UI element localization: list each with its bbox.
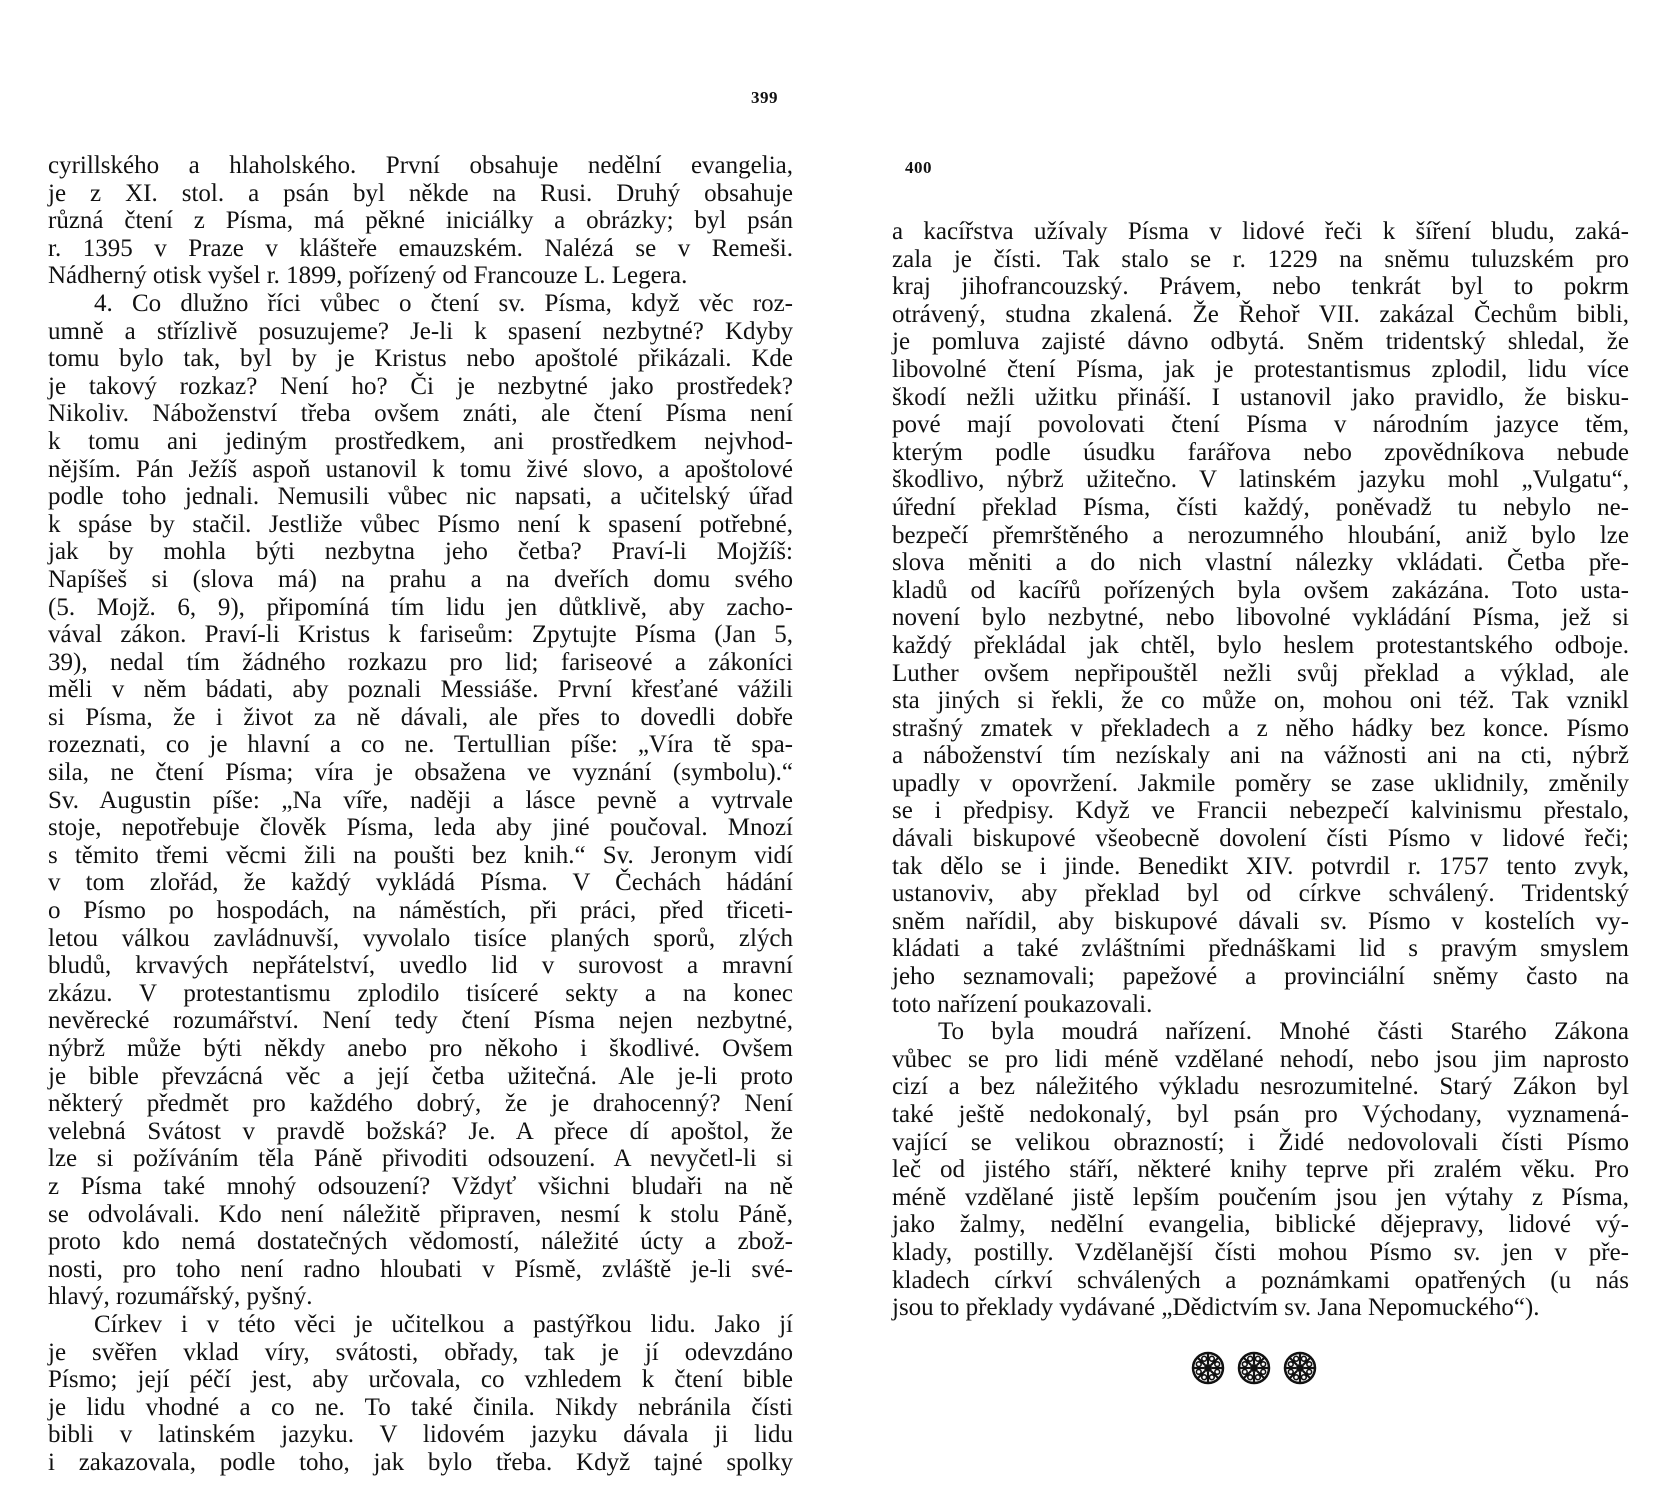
text-line: Nikoliv. Náboženství třeba ovšem znáti, ale čtení Písma není xyxy=(48,400,793,428)
text-line: s těmito třemi věcmi žili na poušti bez knih.“ Sv. Jeronym vidí xyxy=(48,841,793,869)
text-line: Luther ovšem nepřipouštěl nežli svůj překlad a výklad, ale xyxy=(892,659,1629,687)
text-line: bibli v latinském jazyku. V lidovém jazyku dávala ji lidu xyxy=(48,1421,793,1449)
text-line: Písmo; její péčí jest, aby určovala, co vzhledem k čtení bible xyxy=(48,1366,793,1394)
page-number: 400 xyxy=(905,158,932,177)
text-line: k spáse by stačil. Jestliže vůbec Písmo není k spasení potřebné, xyxy=(48,510,793,538)
text-line: je lidu vhodné a co ne. To také činila. Nikdy nebránila čísti xyxy=(48,1393,793,1421)
text-line: lze si požíváním těla Páně přivoditi odsouzení. A nevyčetl-li si xyxy=(48,1145,793,1173)
text-line: strašný zmatek v překladech a z něho hádky bez konce. Písmo xyxy=(892,714,1629,742)
text-line: rozeznati, co je hlavní a co ne. Tertullian píše: „Víra tě spa- xyxy=(48,731,793,759)
left-page-text xyxy=(48,152,793,1477)
text-line: kladech církví schválených a poznámkami opatřených (u nás xyxy=(892,1266,1629,1294)
text-line: cizí a bez náležitého výkladu nesrozumitelné. Starý Zákon byl xyxy=(892,1073,1629,1101)
text-line: hlavý, rozumářský, pyšný. xyxy=(48,1283,313,1311)
text-line: je takový rozkaz? Není ho? Či je nezbytné jako prostředek? xyxy=(48,372,793,400)
text-line: kterým podle úsudku farářova nebo zpovědníkova nebude xyxy=(892,438,1629,466)
text-line: zkázu. V protestantismu zplodilo tisíceré sekty a na konec xyxy=(48,979,793,1007)
text-line: cyrillského a hlaholského. První obsahuje nedělní evangelia, xyxy=(48,152,793,179)
text-line: Církev i v této věci je učitelkou a pastýřkou lidu. Jako jí xyxy=(94,1310,793,1338)
text-line: velebná Svátost v pravdě božská? Je. A přece dí apoštol, že xyxy=(48,1117,793,1145)
text-line: je pomluva zajisté dávno odbytá. Sněm tridentský shledal, že xyxy=(892,328,1629,356)
text-line: bezpečí přemrštěného a nerozumného hloubání, aniž bylo lze xyxy=(892,521,1629,549)
text-line: jako žalmy, nedělní evangelia, biblické dějepravy, lidové vý- xyxy=(892,1211,1629,1239)
text-line: méně vzdělané jistě lepším poučením jsou jen výtahy z Písma, xyxy=(892,1183,1629,1211)
right-page-text xyxy=(892,218,1629,1322)
text-line: se i předpisy. Když ve Francii nebezpečí kalvinismu přestalo, xyxy=(892,797,1629,825)
rosette-ornament-icon xyxy=(1236,1350,1272,1386)
text-line: nosti, pro toho není radno hloubati v Písmě, zvláště je-li své- xyxy=(48,1255,793,1283)
text-line: jsou to překlady vydávané „Dědictvím sv. Jana Nepomuckého“). xyxy=(892,1294,1540,1322)
text-line: nějším. Pán Ježíš aspoň ustanovil k tomu živé slovo, a apoštolové xyxy=(48,455,793,483)
text-line: vával zákon. Praví-li Kristus k fariseům: Zpytujte Písma (Jan 5, xyxy=(48,621,793,649)
text-line: některý předmět pro každého dobrý, že je drahocenný? Není xyxy=(48,1090,793,1118)
text-line: bludů, krvavých nepřátelství, uvedlo lid v surovost a mravní xyxy=(48,952,793,980)
left-page xyxy=(48,0,793,1500)
text-line: dávali biskupové všeobecně dovolení čísti Písmo v lidové řeči; xyxy=(892,825,1629,853)
text-line: škodlivo, nýbrž užitečno. V latinském jazyku mohl „Vulgatu“, xyxy=(892,466,1629,494)
text-line: je svěřen vklad víry, svátosti, obřady, tak je jí odevzdáno xyxy=(48,1338,793,1366)
text-line: si Písma, že i život za ně dávali, ale přes to dovedli dobře xyxy=(48,703,793,731)
text-line: libovolné čtení Písma, jak je protestantismus zplodil, lidu více xyxy=(892,355,1629,383)
text-line: 4. Co dlužno říci vůbec o čtení sv. Písma, když věc roz- xyxy=(94,289,793,317)
text-line: leč od jistého stáří, některé knihy teprve při zralém věku. Pro xyxy=(892,1156,1629,1184)
text-line: je z XI. stol. a psán byl někde na Rusi. Druhý obsahuje xyxy=(48,179,793,207)
text-line: slova měniti a do nich vlastní nálezky vkládati. Četba pře- xyxy=(892,549,1629,577)
text-line: k tomu ani jediným prostředkem, ani prostředkem nejvhod- xyxy=(48,427,793,455)
text-line: je bible převzácná věc a její četba užitečná. Ale je-li proto xyxy=(48,1062,793,1090)
text-line: nevěrecké rozumářství. Není tedy čtení Písma nejen nezbytné, xyxy=(48,1007,793,1035)
text-line: úřední překlad Písma, čísti každý, poněvadž tu nebylo ne- xyxy=(892,493,1629,521)
text-line: Sv. Augustin píše: „Na víře, naději a lásce pevně a vytrvale xyxy=(48,786,793,814)
text-line: také ještě nedokonalý, byl psán pro Východany, vyznamená- xyxy=(892,1101,1629,1128)
text-line: škodí nežli užitku přináší. I ustanovil jako pravidlo, že bisku- xyxy=(892,383,1629,411)
text-line: podle toho jednali. Nemusili vůbec nic napsati, a učitelský úřad xyxy=(48,483,793,511)
text-line: měli v něm bádati, aby poznali Messiáše. První křesťané vážili xyxy=(48,676,793,704)
text-line: jak by mohla býti nezbytna jeho četba? Praví-li Mojžíš: xyxy=(48,538,793,566)
text-line: se odvolávali. Kdo není náležitě připraven, nesmí k stolu Páně, xyxy=(48,1200,793,1228)
rosette-ornament-icon xyxy=(1190,1350,1226,1386)
text-line: v tom zlořád, že každý vykládá Písma. V Čechách hádání xyxy=(48,869,793,897)
text-line: jeho seznamovali; papežové a provinciální sněmy často na xyxy=(892,963,1629,991)
page-number: 399 xyxy=(751,88,778,107)
text-line: kraj jihofrancouzský. Právem, nebo tenkrát byl to pokrm xyxy=(892,273,1629,301)
text-line: o Písmo po hospodách, na náměstích, při práci, před třiceti- xyxy=(48,897,793,925)
text-line: kládati a také zvláštními přednáškami lid s pravým smyslem xyxy=(892,935,1629,963)
text-line: letou válkou zavládnuvší, vyvolalo tisíce planých sporů, zlých xyxy=(48,924,793,952)
rosette-ornament-icon xyxy=(1282,1350,1318,1386)
text-line: toto nařízení poukazovali. xyxy=(892,990,1153,1018)
text-line: umně a střízlivě posuzujeme? Je-li k spasení nezbytné? Kdyby xyxy=(48,317,793,345)
text-line: (5. Mojž. 6, 9), připomíná tím lidu jen důtklivě, aby zacho- xyxy=(48,593,793,621)
text-line: Napíšeš si (slova má) na prahu a na dveřích domu svého xyxy=(48,565,793,593)
text-line: pové mají povolovati čtení Písma v národním jazyce těm, xyxy=(892,411,1629,439)
text-line: ustanoviv, aby překlad byl od církve schválený. Tridentský xyxy=(892,880,1629,908)
text-line: Nádherný otisk vyšel r. 1899, pořízený od Francouze L. Legera. xyxy=(48,262,688,290)
text-line: i zakazovala, podle toho, jak bylo třeba. Když tajné spolky xyxy=(48,1448,793,1476)
text-line: zala je čísti. Tak stalo se r. 1229 na sněmu tuluzském pro xyxy=(892,245,1629,273)
text-line: r. 1395 v Praze v klášteře emauzském. Nalézá se v Remeši. xyxy=(48,234,793,262)
text-line: vůbec se pro lidi méně vzdělané nehodí, nebo jsou jim naprosto xyxy=(892,1045,1629,1073)
text-line: z Písma také mnohý odsouzení? Vždyť všichni bludaři na ně xyxy=(48,1172,793,1200)
text-line: otrávený, studna zkalená. Že Řehoř VII. zakázal Čechům bibli, xyxy=(892,300,1629,328)
text-line: stoje, nepotřebuje člověk Písma, leda aby jiné poučoval. Mnozí xyxy=(48,814,793,842)
text-line: proto kdo nemá dostatečných vědomostí, náležité úcty a zbož- xyxy=(48,1228,793,1256)
text-line: To byla moudrá nařízení. Mnohé části Starého Zákona xyxy=(938,1018,1629,1046)
text-line: a náboženství tím nezískaly ani na vážnosti ani na cti, nýbrž xyxy=(892,742,1629,770)
text-line: nýbrž může býti někdy anebo pro někoho i škodlivé. Ovšem xyxy=(48,1035,793,1062)
text-line: vající se velikou obrazností; i Židé nedovolovali čísti Písmo xyxy=(892,1128,1629,1156)
right-page xyxy=(892,0,1629,1500)
text-line: každý překládal jak chtěl, bylo heslem protestantského odboje. xyxy=(892,631,1629,659)
text-line: a kacířstva užívaly Písma v lidové řeči k šíření bludu, zaká- xyxy=(892,218,1629,245)
text-line: různá čtení z Písma, má pěkné iniciálky a obrázky; byl psán xyxy=(48,207,793,235)
text-line: upadly v opovržení. Jakmile poměry se zase uklidnily, změnily xyxy=(892,769,1629,797)
text-line: sila, ne čtení Písma; víra je obsažena ve vyznání (symbolu).“ xyxy=(48,759,793,787)
text-line: kladů od kacířů pořízených byla ovšem zakázána. Toto usta- xyxy=(892,576,1629,604)
section-end-ornament xyxy=(1190,1350,1318,1386)
text-line: tomu bylo tak, byl by je Kristus nebo apoštolé přikázali. Kde xyxy=(48,345,793,373)
text-line: 39), nedal tím žádného rozkazu pro lid; fariseové a zákoníci xyxy=(48,648,793,676)
text-line: sněm nařídil, aby biskupové dávali sv. Písmo v kostelích vy- xyxy=(892,907,1629,935)
text-line: tak dělo se i jinde. Benedikt XIV. potvrdil r. 1757 tento zvyk, xyxy=(892,852,1629,880)
text-line: sta jiných si řekli, že co může on, mohou oni též. Tak vznikl xyxy=(892,687,1629,715)
text-line: novení bylo nezbytné, nebo libovolné vykládání Písma, jež si xyxy=(892,604,1629,632)
text-line: klady, postilly. Vzdělanější čísti mohou Písmo sv. jen v pře- xyxy=(892,1238,1629,1266)
